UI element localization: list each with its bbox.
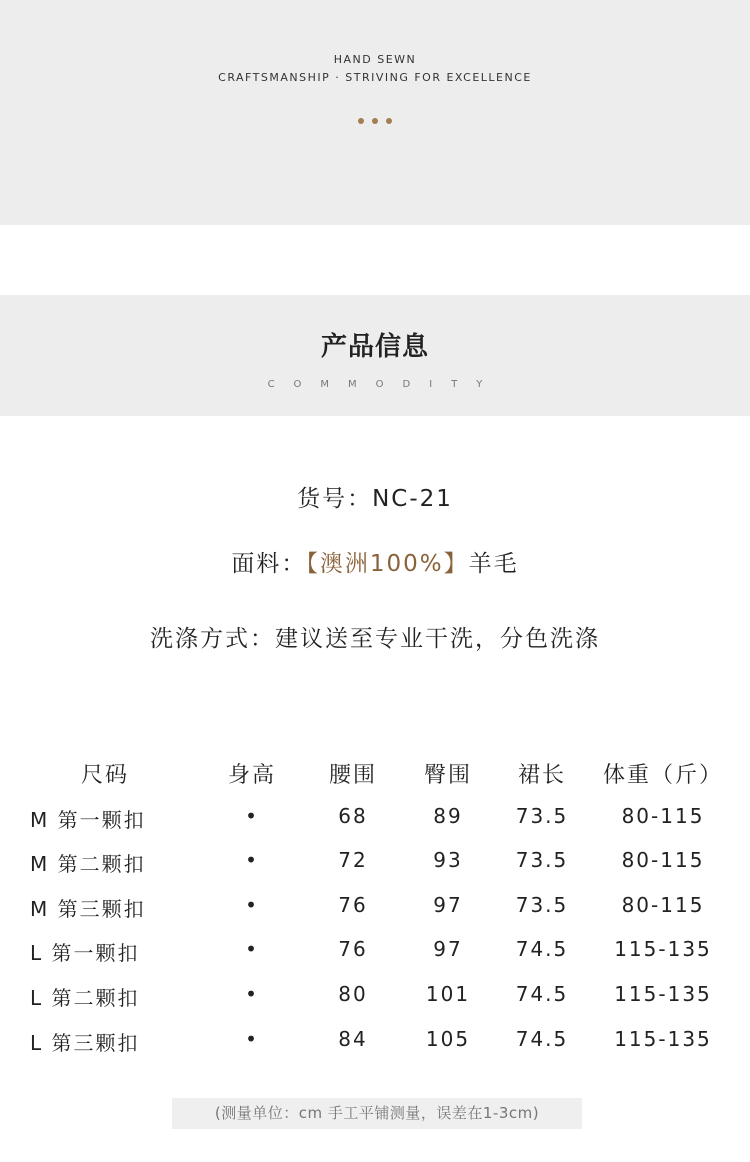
cell-hip: 93 [433, 848, 463, 872]
table-row [0, 982, 750, 1012]
header-hip: 臀围 [423, 763, 472, 788]
cell-length: 73.5 [515, 804, 569, 828]
cell-hip: 101 [425, 982, 471, 1006]
cell-size: M 第三颗扣 [30, 897, 146, 921]
table-row [0, 893, 750, 923]
table-row [0, 937, 750, 967]
fabric-material: 羊毛 [468, 551, 519, 577]
cell-weight: 80-115 [621, 893, 705, 917]
cell-weight: 115-135 [614, 937, 712, 961]
cell-length: 73.5 [515, 848, 569, 872]
cell-size: M 第二颗扣 [30, 852, 146, 876]
cell-weight: 80-115 [621, 804, 705, 828]
cell-hip: 89 [433, 804, 463, 828]
cell-height: • [245, 982, 259, 1006]
cell-size: L 第三颗扣 [30, 1031, 140, 1055]
fabric-line [0, 545, 750, 578]
cell-hip: 97 [433, 937, 463, 961]
header-height: 身高 [227, 763, 276, 788]
hero-tagline-bottom: CRAFTSMANSHIP · STRIVING FOR EXCELLENCE [218, 71, 532, 84]
section-subtitle: COMMODITY [267, 379, 502, 390]
table-row [0, 848, 750, 878]
cell-size: L 第二颗扣 [30, 986, 140, 1010]
item-number: 货号：NC-21 [297, 486, 453, 512]
hero-tagline-top: HAND SEWN [333, 53, 417, 66]
dot-icon [358, 118, 364, 124]
table-row [0, 1027, 750, 1057]
hero-banner [0, 0, 750, 225]
dot-icon [372, 118, 378, 124]
section-header [0, 295, 750, 416]
header-waist: 腰围 [328, 763, 377, 788]
cell-size: M 第一颗扣 [30, 808, 146, 832]
cell-length: 74.5 [515, 937, 569, 961]
cell-length: 73.5 [515, 893, 569, 917]
measurement-note: (测量单位：cm 手工平铺测量，误差在1-3cm) [172, 1098, 582, 1129]
cell-size: L 第一颗扣 [30, 941, 140, 965]
cell-height: • [245, 937, 259, 961]
cell-height: • [245, 848, 259, 872]
cell-waist: 84 [338, 1027, 368, 1051]
header-weight: 体重（斤） [602, 763, 723, 788]
cell-height: • [245, 893, 259, 917]
cell-waist: 72 [338, 848, 368, 872]
cell-waist: 68 [338, 804, 368, 828]
cell-length: 74.5 [515, 982, 569, 1006]
fabric-label: 面料： [231, 551, 307, 577]
cell-hip: 97 [433, 893, 463, 917]
fabric-origin: 【澳洲100%】 [306, 551, 469, 577]
cell-height: • [245, 804, 259, 828]
table-row [0, 804, 750, 834]
cell-waist: 80 [338, 982, 368, 1006]
hero-dots-decoration [0, 118, 750, 124]
table-header [0, 758, 750, 788]
cell-waist: 76 [338, 893, 368, 917]
header-length: 裙长 [517, 763, 566, 788]
cell-waist: 76 [338, 937, 368, 961]
cell-weight: 115-135 [614, 982, 712, 1006]
cell-height: • [245, 1027, 259, 1051]
cell-hip: 105 [425, 1027, 471, 1051]
cell-weight: 115-135 [614, 1027, 712, 1051]
washing-instructions: 洗涤方式：建议送至专业干洗，分色洗涤 [150, 626, 600, 652]
header-size: 尺码 [80, 763, 129, 788]
dot-icon [386, 118, 392, 124]
cell-length: 74.5 [515, 1027, 569, 1051]
cell-weight: 80-115 [621, 848, 705, 872]
section-title: 产品信息 [320, 332, 429, 362]
